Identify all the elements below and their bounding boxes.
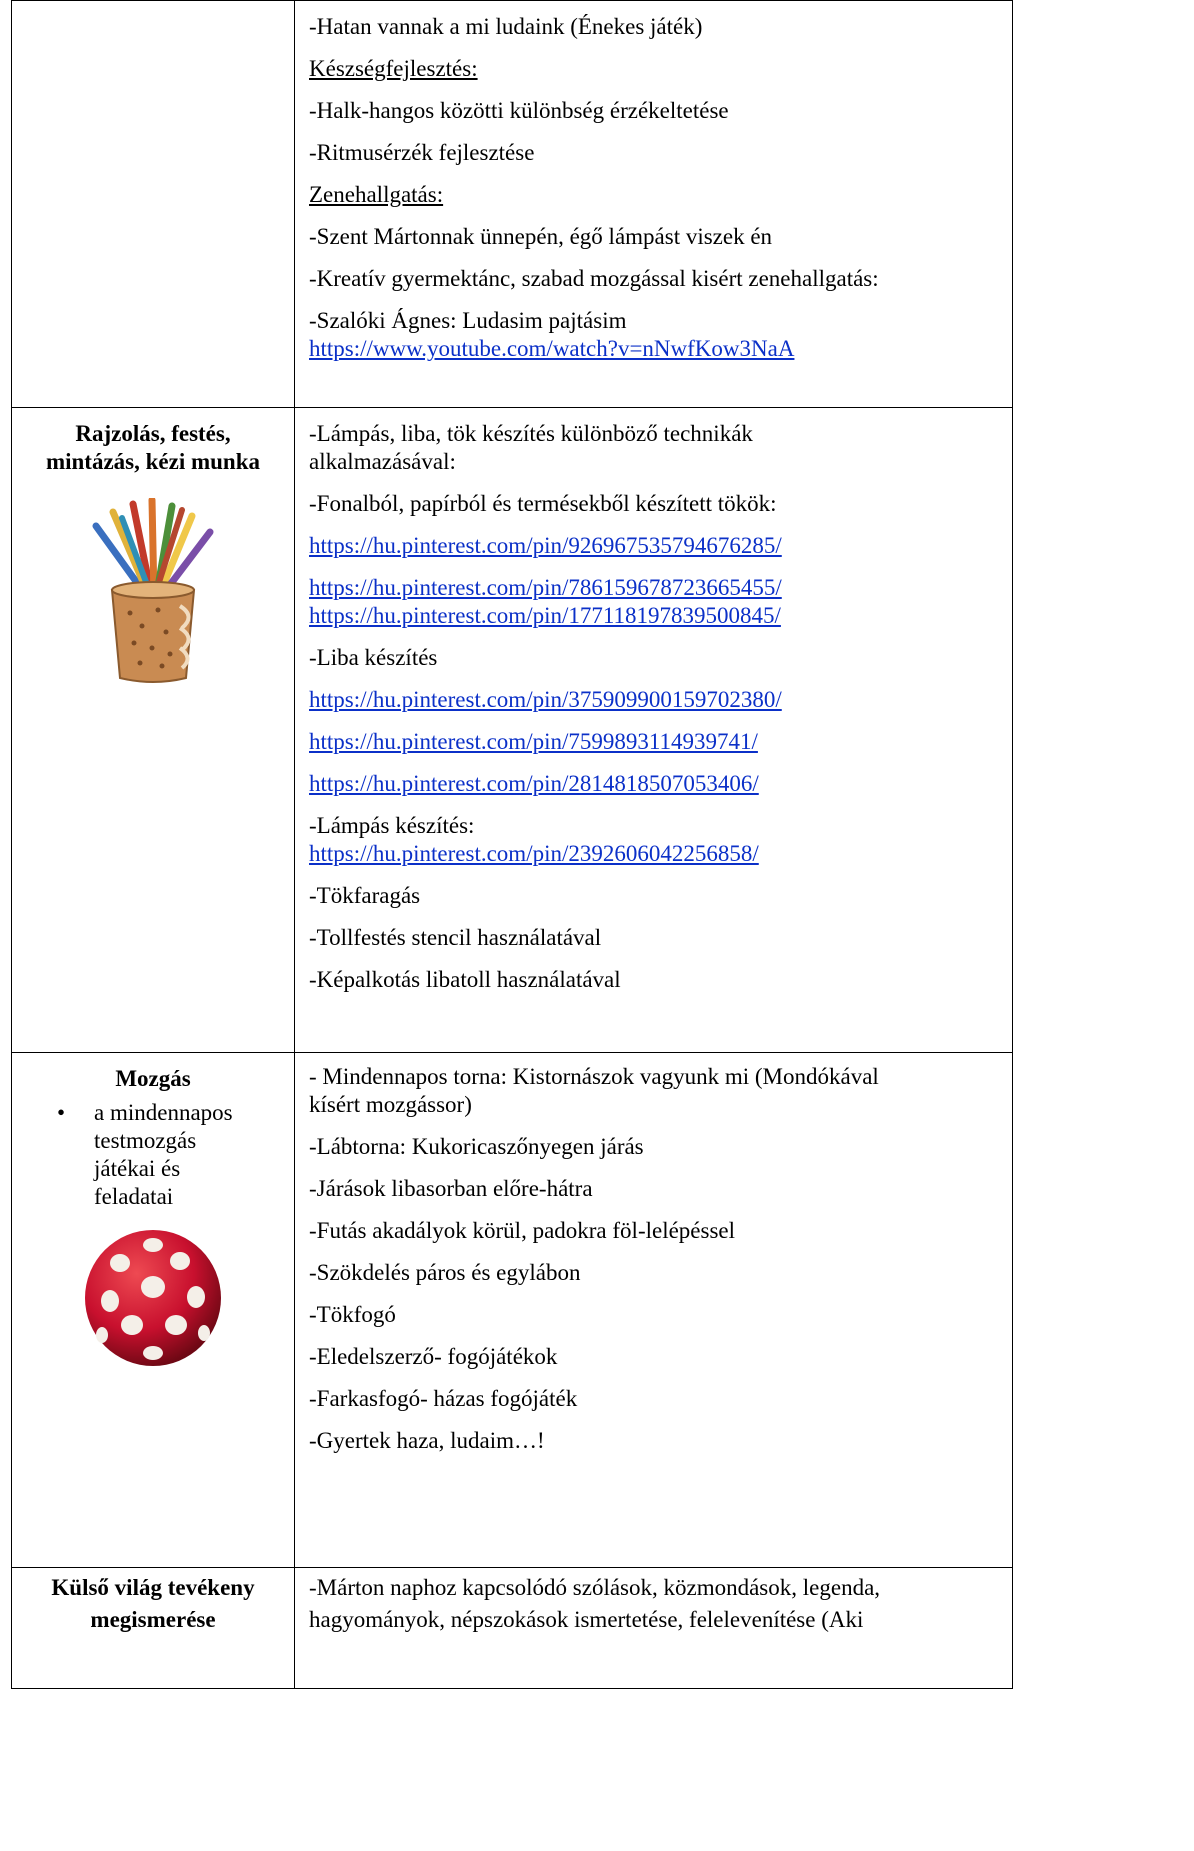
- content-cell-movement: [295, 1053, 1013, 1568]
- category-cell-drawing: [12, 408, 295, 1053]
- pinterest-link[interactable]: https://hu.pinterest.com/pin/2392606042256858/: [309, 841, 759, 866]
- table-row-movement: [12, 1053, 1013, 1568]
- text-line: -Lámpás, liba, tök készítés különböző technikák: [309, 421, 753, 446]
- section-heading: Készségfejlesztés:: [309, 56, 478, 81]
- text-line: -Fonalból, papírból és termésekből készített tökök:: [309, 491, 777, 516]
- table-row-outer-world: [12, 1568, 1013, 1689]
- text-line: -Halk-hangos közötti különbség érzékeltetése: [309, 98, 729, 123]
- text-line: -Lámpás készítés:: [309, 813, 475, 838]
- text-line: -Futás akadályok körül, padokra föl-lelépéssel: [309, 1218, 736, 1243]
- text-line: -Eledelszerző- fogójátékok: [309, 1344, 558, 1369]
- text-line: kísért mozgássor): [309, 1092, 472, 1117]
- category-title: Rajzolás, festés,: [75, 421, 231, 446]
- text-line: - Mindennapos torna: Kistornászok vagyunk mi (Mondókával: [309, 1064, 879, 1089]
- bullet-text: testmozgás: [94, 1128, 197, 1153]
- text-line: -Tökfogó: [309, 1302, 396, 1327]
- text-line: -Hatan vannak a mi ludaink (Énekes játék): [309, 14, 703, 39]
- bullet-item: [12, 1099, 294, 1211]
- section-heading: Zenehallgatás:: [309, 182, 444, 207]
- pinterest-link[interactable]: https://hu.pinterest.com/pin/375909900159702380/: [309, 687, 782, 712]
- table-row-drawing: [12, 408, 1013, 1053]
- table-row-music: [12, 1, 1013, 408]
- text-line: -Szalóki Ágnes: Ludasim pajtásim: [309, 308, 627, 333]
- category-bullet-list: [12, 1099, 294, 1211]
- content-cell-outer-world: [295, 1568, 1013, 1689]
- bullet-text: játékai és: [94, 1156, 181, 1181]
- dotted-ball-icon: [80, 1225, 226, 1371]
- text-line: -Farkasfogó- házas fogójáték: [309, 1386, 578, 1411]
- text-line: hagyományok, népszokások ismertetése, felelevenítése (Aki: [309, 1607, 864, 1632]
- text-line: -Szent Mártonnak ünnepén, égő lámpást viszek én: [309, 224, 773, 249]
- text-line: -Tökfaragás: [309, 883, 421, 908]
- category-cell-empty: [12, 1, 295, 408]
- youtube-link[interactable]: https://www.youtube.com/watch?v=nNwfKow3NaA: [309, 336, 795, 361]
- bullet-text: a mindennapos: [94, 1100, 233, 1125]
- text-line: -Szökdelés páros és egylábon: [309, 1260, 581, 1285]
- text-line: -Ritmusérzék fejlesztése: [309, 140, 535, 165]
- text-line: alkalmazásával:: [309, 449, 456, 474]
- text-line: -Járások libasorban előre-hátra: [309, 1176, 593, 1201]
- pinterest-link[interactable]: https://hu.pinterest.com/pin/2814818507053406/: [309, 771, 759, 796]
- content-cell-drawing: [295, 408, 1013, 1053]
- category-cell-movement: [12, 1053, 295, 1568]
- pinterest-link[interactable]: https://hu.pinterest.com/pin/786159678723665455/: [309, 575, 782, 600]
- text-line: -Tollfestés stencil használatával: [309, 925, 602, 950]
- category-title: megismerése: [90, 1607, 216, 1632]
- bullet-text: feladatai: [94, 1184, 174, 1209]
- text-line: -Liba készítés: [309, 645, 438, 670]
- content-cell-music: [295, 1, 1013, 408]
- text-line: -Kreatív gyermektánc, szabad mozgással kisért zenehallgatás:: [309, 266, 879, 291]
- activity-table: [11, 0, 1013, 1689]
- text-line: -Képalkotás libatoll használatával: [309, 967, 621, 992]
- text-line: -Gyertek haza, ludaim…!: [309, 1428, 545, 1453]
- pinterest-link[interactable]: https://hu.pinterest.com/pin/177118197839500845/: [309, 603, 781, 628]
- pinterest-link[interactable]: https://hu.pinterest.com/pin/7599893114939741/: [309, 729, 758, 754]
- category-title: Külső világ tevékeny: [51, 1575, 255, 1600]
- text-line: -Lábtorna: Kukoricaszőnyegen járás: [309, 1134, 644, 1159]
- text-line: -Márton naphoz kapcsolódó szólások, közmondások, legenda,: [309, 1575, 881, 1600]
- category-title: Mozgás: [115, 1066, 191, 1091]
- pinterest-link[interactable]: https://hu.pinterest.com/pin/926967535794676285/: [309, 533, 782, 558]
- category-title: mintázás, kézi munka: [45, 449, 261, 474]
- category-cell-outer-world: [12, 1568, 295, 1689]
- pencil-cup-icon: [78, 498, 228, 688]
